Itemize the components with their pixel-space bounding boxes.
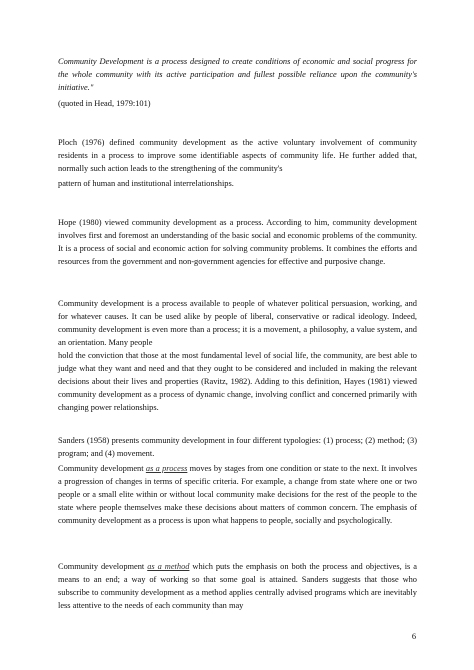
method-emphasis: as a method (147, 562, 190, 571)
process-paragraph (58, 462, 417, 527)
political-paragraph-continuation: hold the conviction that those at the most fundamental level of social life, the community, are best able to judge what they want and need and that they ought to be considered and included in making the relevant decisions about their lives and properties (Ravitz, 1982). Adding to this definition, Hayes (1981) viewed community development as a process of dynamic change, involving conflict and concerned primarily with changing power relationships. (58, 351, 417, 412)
process-rest: moves by stages from one condition or state to the next. It involves a progression of changes in terms of specific criteria. For example, a change from state where one or two people or a small elite within or without local community make decisions for the rest of the people to the state where people themselves make these decisions about matters of common concern. The emphasis of community development as a process is upon what happens to people, socially and psychologically. (58, 464, 417, 525)
sanders-paragraph: Sanders (1958) presents community development in four different typologies: (1) process; (2) method; (3) program; and (4) movement. (58, 436, 417, 458)
process-emphasis: as a process (145, 464, 188, 473)
page-number: 6 (411, 632, 416, 641)
ploch-paragraph: Ploch (1976) defined community development as the active voluntary involvement of community residents in a process to improve some identifiable aspects of community life. He further added that, normally such action leads to the strengthening of the community's (58, 138, 417, 173)
quote-paragraph: Community Development is a process designed to create conditions of economic and social progress for the whole community with its active participation and fullest possible reliance upon the community's initiative." (58, 57, 417, 92)
ploch-paragraph-continuation: pattern of human and institutional interrelationships. (58, 179, 234, 188)
method-paragraph (58, 560, 417, 612)
political-paragraph: Community development is a process available to people of whatever political persuasion, working, and for whatever causes. It can be used alike by people of liberal, conservative or radical ideology. Indeed, community development is even more than a process; it is a movement, a philosophy, a value system, and an orientation. Many people (58, 299, 417, 347)
hope-paragraph: Hope (1980) viewed community development as a process. According to him, community development involves first and foremost an understanding of the basic social and economic problems of the community. It is a process of social and economic action for solving community problems. It combines the efforts and resources from the government and non-government agencies for effective and purposive change. (58, 218, 417, 266)
method-prefix: Community development (58, 562, 148, 571)
method-rest: which puts the emphasis on both the process and objectives, is a means to an end; a way of working so that some goal is attained. Sanders suggests that those who subscribe to community development as a method applies centrally advised programs which are inevitably less attentive to the needs of each community than may (58, 562, 417, 610)
quote-citation: (quoted in Head, 1979:101) (58, 99, 151, 108)
process-prefix: Community development (58, 464, 146, 473)
